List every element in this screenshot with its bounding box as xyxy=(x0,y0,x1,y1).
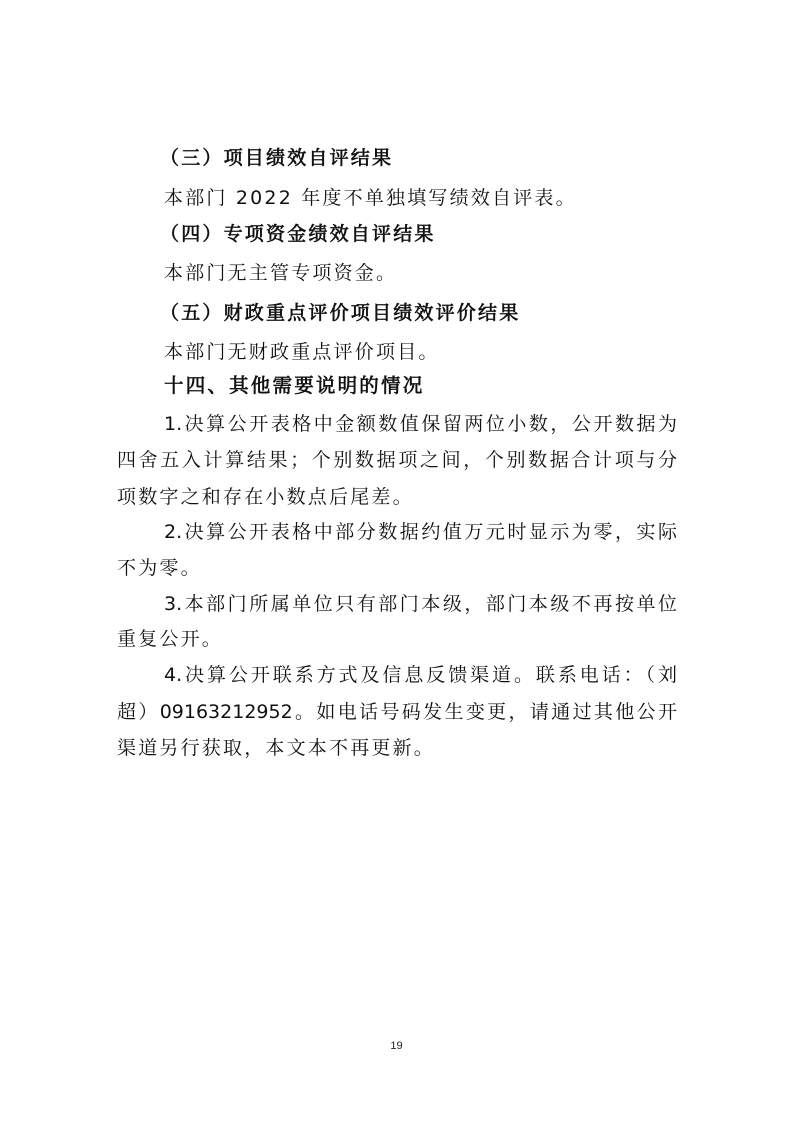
section-4-title: （四）专项资金绩效自评结果 xyxy=(160,223,436,245)
paragraph-line: 不为零。 xyxy=(117,557,202,579)
paragraph-line: 重复公开。 xyxy=(117,628,224,650)
section-3-title: （三）项目绩效自评结果 xyxy=(160,147,394,169)
section-5-title: （五）财政重点评价项目绩效评价结果 xyxy=(160,302,521,324)
paragraph-line: 4.决算公开联系方式及信息反馈渠道。联系电话：（刘 xyxy=(164,664,677,686)
paragraph-line: 超）09163212952。如电话号码发生变更，请通过其他公开 xyxy=(117,701,677,723)
section-14-heading: 十四、其他需要说明的情况 xyxy=(164,374,425,397)
section-5-body: 本部门无财政重点评价项目。 xyxy=(164,341,440,363)
paragraph-line: 项数字之和存在小数点后尾差。 xyxy=(117,486,414,508)
paragraph-line: 1.决算公开表格中金额数值保留两位小数，公开数据为 xyxy=(164,413,677,435)
paragraph-line: 3.本部门所属单位只有部门本级，部门本级不再按单位 xyxy=(164,593,677,615)
paragraph-line: 四舍五入计算结果；个别数据项之间，个别数据合计项与分 xyxy=(117,449,677,471)
section-4-body: 本部门无主管专项资金。 xyxy=(164,262,398,284)
section-3-body: 本部门 2022 年度不单独填写绩效自评表。 xyxy=(164,187,577,209)
paragraph-line: 2.决算公开表格中部分数据约值万元时显示为零，实际 xyxy=(164,521,677,543)
paragraph-line: 渠道另行获取，本文本不再更新。 xyxy=(117,737,436,759)
page-number: 19 xyxy=(390,1040,403,1052)
